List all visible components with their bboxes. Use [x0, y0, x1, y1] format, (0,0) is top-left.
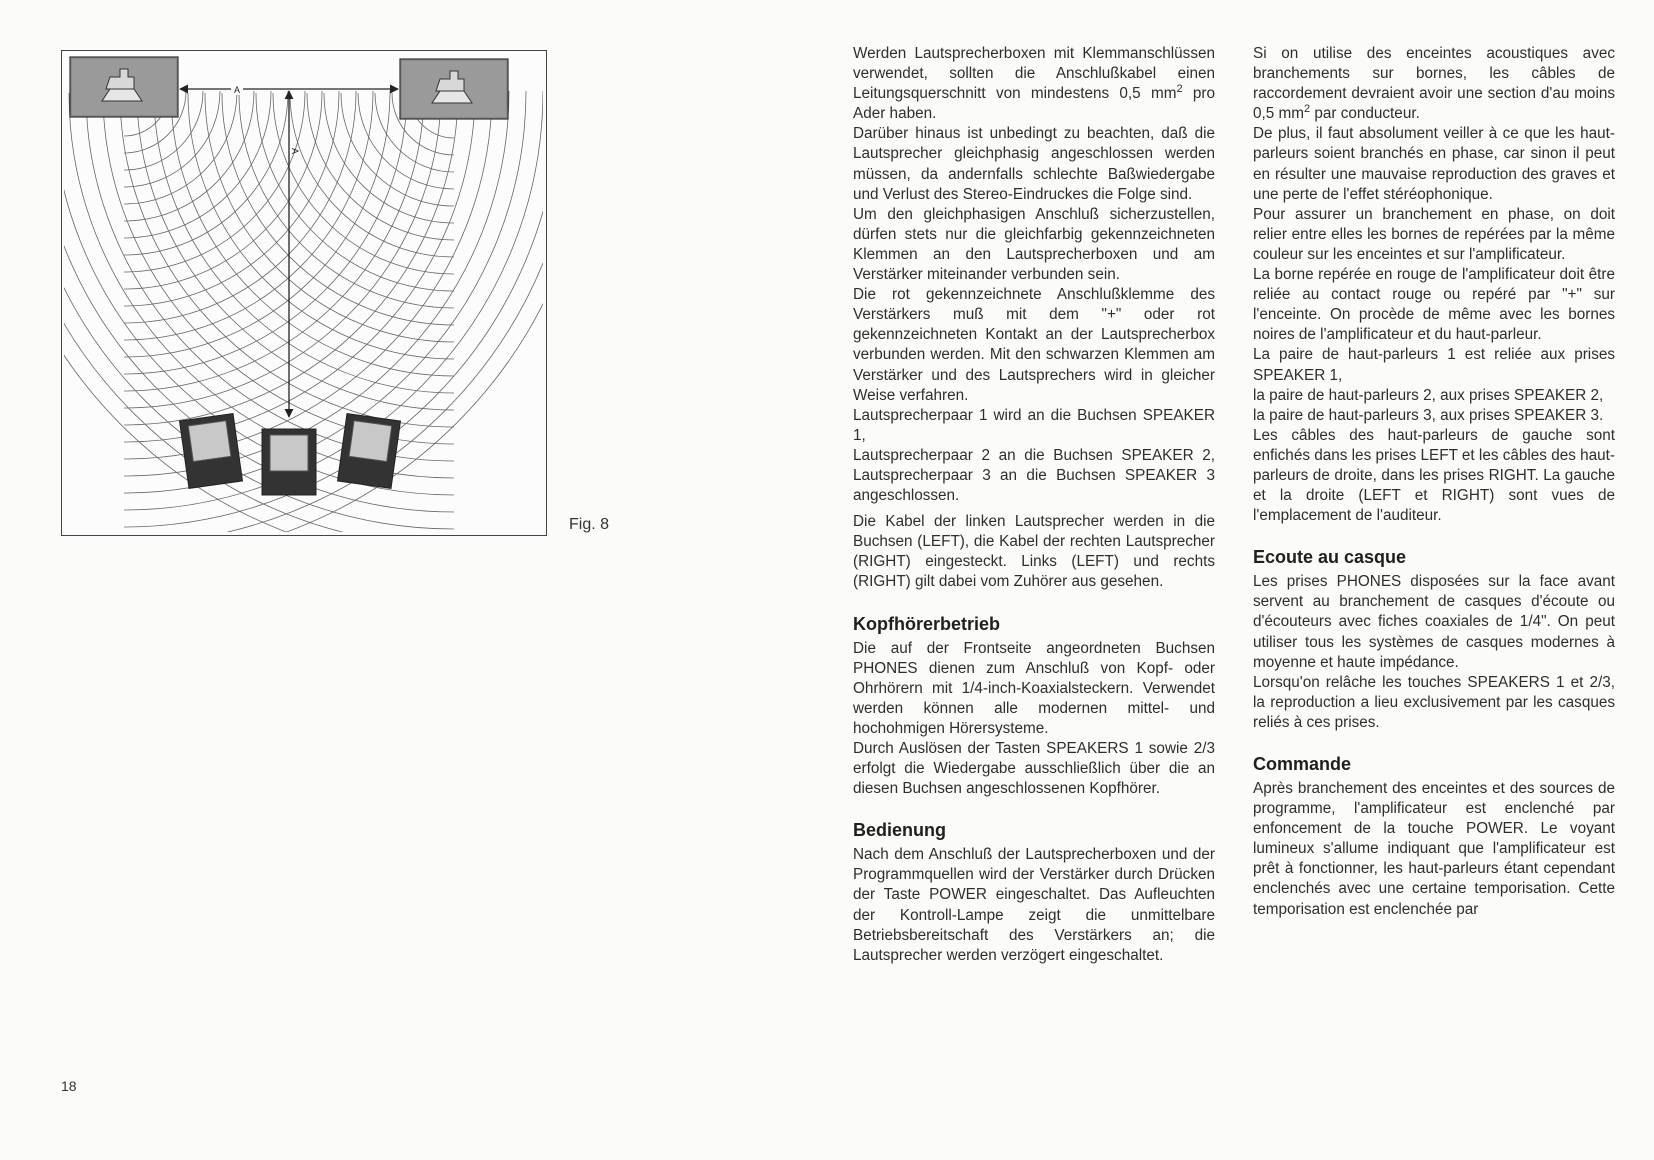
speaker-diagram	[62, 51, 545, 534]
de-paragraph-cable: Werden Lautsprecherboxen mit Klemmanschlüssen verwendet, sollten die Anschlußkabel einen Leitungsquerschnitt von mindestens 0,5 $mm^2$ pro Ader haben.	[853, 45, 1215, 123]
fr-paragraph-phones: Les prises PHONES disposées sur la face avant servent au branchement de casques d'écoute ou d'écouteurs avec fiches coaxiales de 1/4". On peut utiliser tous les systèmes de casques modernes à moyenne et haute impédance.	[1253, 573, 1615, 671]
right-wave-arc	[86, 93, 454, 461]
de-paragraph-terminals: Um den gleichphasigen Anschluß sicherzustellen, dürfen stets nur die gleichfarbig gekennzeichneten Klemmen an den Lautsprecherboxen und am Verstärker miteinander verbunden sein.	[853, 205, 1215, 284]
right-wave-arc	[154, 93, 454, 393]
left-wave-arc	[124, 91, 492, 459]
fr-paragraph-power: Après branchement des enceintes et des sources de programme, l'amplificateur est enclenché par enfoncement de la touche POWER. Le voyant lumineux s'allume indiquant que l'amplificateur est prêt à fonctionner, les haut-parleurs étant cependant enclenchés avec une certaine temporisation. Cette temporisation est enclenchée par	[1253, 780, 1615, 918]
left-wave-arc	[124, 91, 305, 272]
fr-paragraph-pair-1: La paire de haut-parleurs 1 est reliée aux prises SPEAKER 1,	[1253, 346, 1615, 384]
label-a-vertical: A	[290, 147, 300, 155]
fr-paragraph-pair-3: la paire de haut-parleurs 3, aux prises SPEAKER 3.	[1253, 406, 1604, 424]
french-column	[1253, 44, 1615, 920]
de-heading-operation: Bedienung	[853, 820, 946, 841]
page-number: 18	[61, 1078, 77, 1094]
left-speaker	[70, 57, 178, 117]
de-paragraph-power: Nach dem Anschluß der Lautsprecherboxen und der Programmquellen wird der Verstärker durch Drücken der Taste POWER eingeschaltet. Das Aufleuchten der Kontroll-Lampe zeigt die unmittelbare Betriebsbereitschaft des Verstärkers an; die Lautsprecher werden verzögert eingeschaltet.	[853, 846, 1215, 964]
seat-right	[338, 414, 401, 489]
fr-paragraph-pair-2: la paire de haut-parleurs 2, aux prises SPEAKER 2,	[1253, 386, 1604, 404]
german-column	[853, 44, 1215, 966]
seat-center	[262, 429, 316, 495]
de-paragraph-red-terminal: Die rot gekennzeichnete Anschlußklemme des Verstärkers muß mit dem "+" oder rot gekennzeichneten Kontakt an der Lautsprecherbox verbunden werden. Mit den schwarzen Klemmen am Verstärker und des Lautsprechers wird in gleicher Weise verfahren.	[853, 286, 1215, 404]
left-wave-arc	[124, 91, 424, 391]
de-paragraph-pair-2-3: Lautsprecherpaar 2 an die Buchsen SPEAKER 2, Lautsprecherpaar 3 an die Buchsen SPEAKER 3 angeschlossen.	[853, 446, 1215, 505]
de-paragraph-pair-1: Lautsprecherpaar 1 wird an die Buchsen SPEAKER 1,	[853, 406, 1215, 444]
fr-paragraph-phase: De plus, il faut absolument veiller à ce que les haut-parleurs soient branchés en phase, car sinon il peut en résulter une mauvaise reproduction des graves et une perte de l'effet stéréophonique.	[1253, 125, 1615, 203]
right-wave-arc	[120, 93, 454, 427]
right-speaker	[400, 59, 508, 119]
fr-paragraph-red-terminal: La borne repérée en rouge de l'amplificateur doit être reliée au contact rouge ou repéré par "+" sur l'enceinte. On procède de même avec les bornes noires de l'amplificateur et du haut-parleur.	[1253, 266, 1615, 344]
de-paragraph-phones: Die auf der Frontseite angeordneten Buchsen PHONES dienen zum Anschluß von Kopf- oder Ohrhörern mit 1/4-inch-Koaxialsteckern. Verwendet werden können alle modernen mittel- und hochohmigen Hörersysteme.	[853, 639, 1215, 737]
fr-paragraph-cable: Si on utilise des enceintes acoustiques avec branchements sur bornes, les câbles de raccordement devraient avoir une section d'au moins 0,5 $mm^2$ par conducteur.	[1253, 45, 1615, 123]
de-paragraph-phase: Darüber hinaus ist unbedingt zu beachten, daß die Lautsprecher gleichphasig angeschlossen werden müssen, da andernfalls schlechte Baßwiedergabe und Verlust des Stereo-Eindruckes die Folge sind.	[853, 125, 1215, 203]
seat-left	[180, 414, 243, 489]
figure-caption: Fig. 8	[569, 516, 610, 533]
left-wave-arc	[124, 91, 509, 476]
fr-heading-operation: Commande	[1253, 754, 1352, 774]
right-wave-arc	[171, 93, 454, 376]
fr-paragraph-left-right: Les câbles des haut-parleurs de gauche sont enfichés dans les prises LEFT et les câbles des haut-parleurs de droite, dans les prises RIGHT. La gauche et la droite (LEFT et RIGHT) sont vues de l'emplacement de l'auditeur.	[1253, 426, 1615, 525]
fr-paragraph-terminals: Pour assurer un branchement en phase, on doit relier entre elles les bornes de repérées par la même couleur sur les enceintes et sur l'amplificateur.	[1253, 205, 1615, 263]
fr-paragraph-speakers-off: Lorsqu'on relâche les touches SPEAKERS 1 et 2/3, la reproduction a lieu exclusivement par les casques reliés à ces prises.	[1253, 673, 1615, 731]
de-heading-headphones: Kopfhörerbetrieb	[853, 613, 1001, 634]
de-paragraph-speakers-off: Durch Auslösen der Tasten SPEAKERS 1 sowie 2/3 erfolgt die Wiedergabe ausschließlich über die an diesen Buchsen angeschlossenen Kopfhörer.	[853, 740, 1215, 798]
left-wave-arc	[124, 91, 390, 357]
label-a-horizontal: A	[233, 85, 241, 95]
right-wave-arc	[188, 93, 454, 359]
right-wave-arc	[137, 93, 454, 410]
fr-heading-headphones: Ecoute au casque	[1253, 547, 1407, 568]
speaker-placement-figure	[61, 50, 547, 536]
de-paragraph-left-right: Die Kabel der linken Lautsprecher werden in die Buchsen (LEFT), die Kabel der rechten Lautsprecher (RIGHT) eingesteckt. Links (LEFT) und rechts (RIGHT) gilt dabei vom Zuhörer aus gesehen.	[853, 513, 1215, 591]
left-wave-arc	[124, 91, 407, 374]
